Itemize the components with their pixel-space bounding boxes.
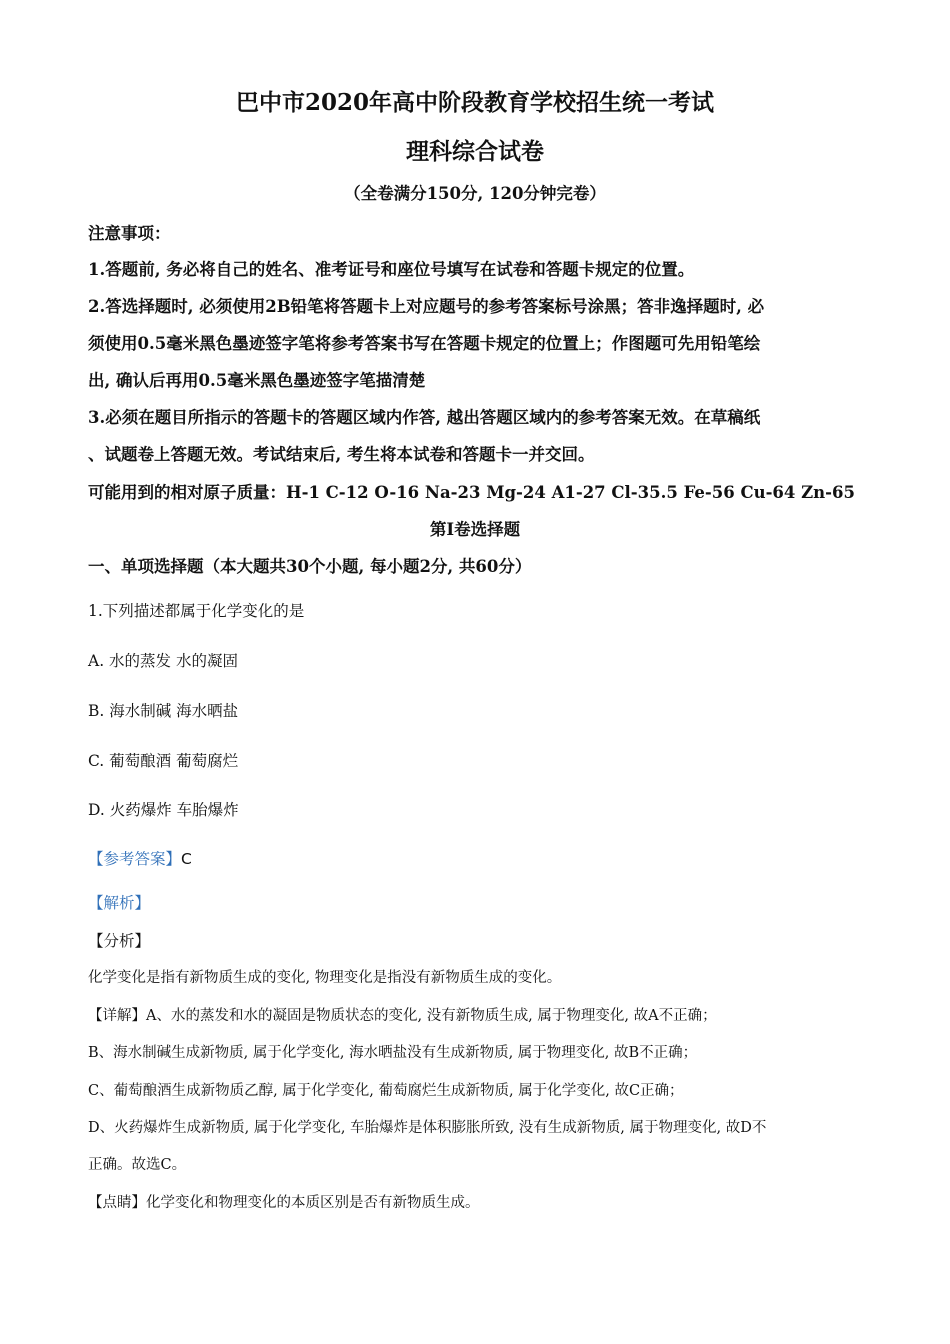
dianjing-text: 化学变化和物理变化的本质区别是否有新物质生成。 [146,1195,480,1211]
dianjing-line [88,1191,480,1212]
question-stem: 1.下列描述都属于化学变化的是 [88,602,305,620]
notice-item-2-line-3: 出, 确认后再用0.5毫米黑色墨迹签字笔描清楚 [88,371,426,390]
detail-a-line [88,1004,717,1025]
answer-value: C [181,850,192,868]
detail-tag: 【详解】 [88,1008,146,1024]
fenxi-tag: 【分析】 [88,932,151,950]
fenxi-text: 化学变化是指有新物质生成的变化, 物理变化是指没有新物质生成的变化。 [88,970,562,986]
analysis-tag: 【解析】 [88,894,151,912]
atomic-masses: 可能用到的相对原子质量：H-1 C-12 O-16 Na-23 Mg-24 A1-27 Cl-35.5 Fe-56 Cu-64 Zn-65 [88,483,855,502]
notice-item-2-line-2: 须使用0.5毫米黑色墨迹签字笔将参考答案书写在答题卡规定的位置上；作图题可先用铅笔绘 [88,334,761,353]
option-b: B. 海水制碱 海水晒盐 [88,702,239,720]
dianjing-tag: 【点睛】 [88,1195,146,1211]
exam-subtitle: 理科综合试卷 [406,138,544,165]
option-a: A. 水的蒸发 水的凝固 [88,652,238,670]
detail-b: B、海水制碱生成新物质, 属于化学变化, 海水晒盐没有生成新物质, 属于物理变化, 故B不正确； [88,1045,698,1061]
answer-tag: 【参考答案】 [88,850,182,868]
option-d: D. 火药爆炸 车胎爆炸 [88,801,239,819]
option-c: C. 葡萄酿酒 葡萄腐烂 [88,752,239,770]
detail-a: A、水的蒸发和水的凝固是物质状态的变化, 没有新物质生成, 属于物理变化, 故A不正确； [146,1008,717,1024]
notice-item-1: 1.答题前, 务必将自己的姓名、准考证号和座位号填写在试卷和答题卡规定的位置。 [88,260,695,279]
detail-d-line-2: 正确。故选C。 [88,1157,187,1173]
notice-heading: 注意事项： [88,224,171,243]
exam-score-note: （全卷满分150分, 120分钟完卷） [344,184,606,203]
section-title: 第Ⅰ卷选择题 [429,520,521,539]
notice-item-3-line-1: 3.必须在题目所指示的答题卡的答题区域内作答, 越出答题区域内的参考答案无效。在草稿纸 [88,408,761,427]
detail-d-line-1: D、火药爆炸生成新物质, 属于化学变化, 车胎爆炸是体积膨胀所致, 没有生成新物质, 属于物理变化, 故D不 [88,1120,767,1136]
notice-item-2-line-1: 2.答选择题时, 必须使用2B铅笔将答题卡上对应题号的参考答案标号涂黑；答非逸择题时, 必 [88,297,765,316]
detail-c: C、葡萄酿酒生成新物质乙醇, 属于化学变化, 葡萄腐烂生成新物质, 属于化学变化, 故C正确； [88,1083,684,1099]
notice-item-3-line-2: 、试题卷上答题无效。考试结束后, 考生将本试卷和答题卡一并交回。 [88,445,595,464]
answer-line [88,847,192,869]
exam-title: 巴中市2020年高中阶段教育学校招生统一考试 [235,89,714,116]
part-heading: 一、单项选择题（本大题共30个小题, 每小题2分, 共60分） [88,557,532,576]
